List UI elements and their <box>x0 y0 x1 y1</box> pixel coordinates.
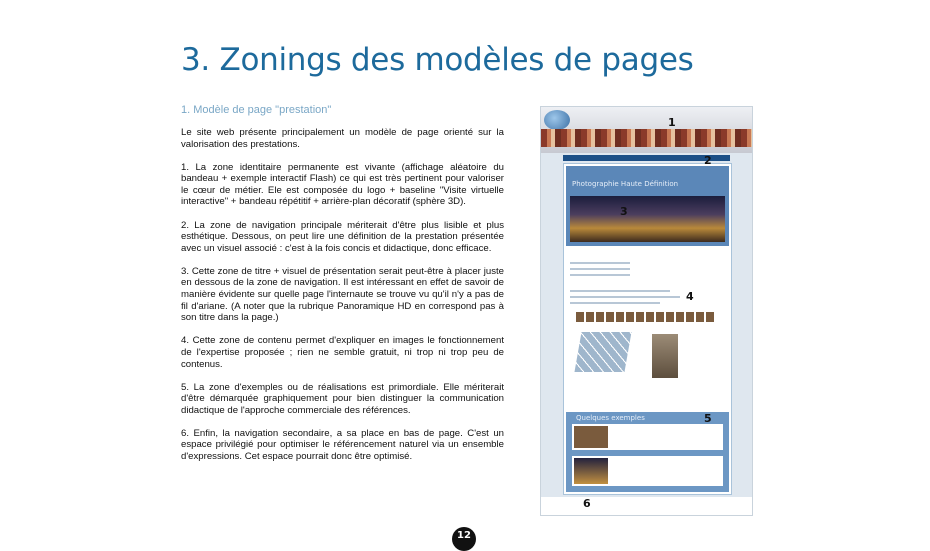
mockup-text-line <box>570 302 660 304</box>
section-subtitle: 1. Modèle de page "prestation" <box>181 104 332 116</box>
page-number: 12 <box>452 527 476 551</box>
mockup-text-line <box>570 262 630 264</box>
intro-paragraph: Le site web présente principalement un modèle de page orienté sur la valorisation des prestations. <box>181 127 504 150</box>
mockup-panorama-banner <box>541 129 752 147</box>
zone-label-4: 4 <box>686 290 694 303</box>
zone-label-1: 1 <box>668 116 676 129</box>
mockup-text-line <box>570 268 630 270</box>
mockup-text-line <box>570 296 680 298</box>
paragraph-5: 5. La zone d'exemples ou de réalisations est primordiale. Elle mériterait d'être démarquée graphiquement pour bien distinguer la communication didactique de l'approche commerciale des références. <box>181 381 504 416</box>
mockup-hero-title: Photographie Haute Définition <box>572 180 679 188</box>
mockup-example-image <box>574 426 608 448</box>
paragraph-6: 6. Enfin, la navigation secondaire, a sa place en bas de page. C'est un espace privilégié pour optimiser le référencement naturel via un ensemble d'expressions. Cet espace pourrait donc être optimisé. <box>181 427 504 463</box>
mockup-hero-image <box>570 196 725 242</box>
mockup-content-area <box>563 163 732 495</box>
page-zoning-mockup <box>540 106 753 516</box>
mockup-example-image <box>574 458 608 484</box>
zone-label-5: 5 <box>704 412 712 425</box>
mockup-examples-title: Quelques exemples <box>576 414 645 422</box>
paragraph-4: 4. Cette zone de contenu permet d'expliquer en images le fonctionnement de l'expertise proposée ; rien ne semble gratuit, ni trop ni trop peu de contenus. <box>181 335 504 370</box>
paragraph-3: 3. Cette zone de titre + visuel de présentation serait peut-être à placer juste en dessous de la zone de navigation. Il est intéressant en effet de savoir de manière évidente sur quelle page l'internaute se trouve vu qu'il n'y a pas de fil d'ariane. (A noter que la rubrique Panoramique HD en correspond pas à son titre dans la page.) <box>181 265 504 324</box>
mockup-text-line <box>570 290 670 292</box>
mockup-thumbnail-row <box>576 312 716 322</box>
zone-label-2: 2 <box>704 154 712 167</box>
mockup-example-card <box>572 424 723 450</box>
mockup-logo <box>544 110 570 130</box>
zone-label-6: 6 <box>583 497 591 510</box>
mockup-content-image <box>652 334 678 378</box>
mockup-example-card <box>572 456 723 486</box>
mockup-secondary-nav <box>541 497 752 515</box>
mockup-text-line <box>570 274 630 276</box>
body-text <box>181 127 504 474</box>
zone-label-3: 3 <box>620 205 628 218</box>
paragraph-1: 1. La zone identitaire permanente est vivante (affichage aléatoire du bandeau + exemple interactif Flash) ce qui est très pertinent pour valoriser le cœur de métier. Ele est composée du logo + baseline "Visite virtuelle interactive" + bandeau répétitif + arrière-plan décoratif (sphère 3D). <box>181 161 504 208</box>
mockup-hero-zone <box>566 166 729 246</box>
page-title: 3. Zonings des modèles de pages <box>181 42 694 78</box>
paragraph-2: 2. La zone de navigation principale mériterait d'être plus lisible et plus esthétique. Dessous, on peut lire une définition de la prestation présentée avec un visuel associé : c'est à la fois concis et didactique, donc efficace. <box>181 219 504 254</box>
mockup-identity-zone <box>541 107 752 153</box>
mockup-sphere-grid <box>574 332 631 372</box>
